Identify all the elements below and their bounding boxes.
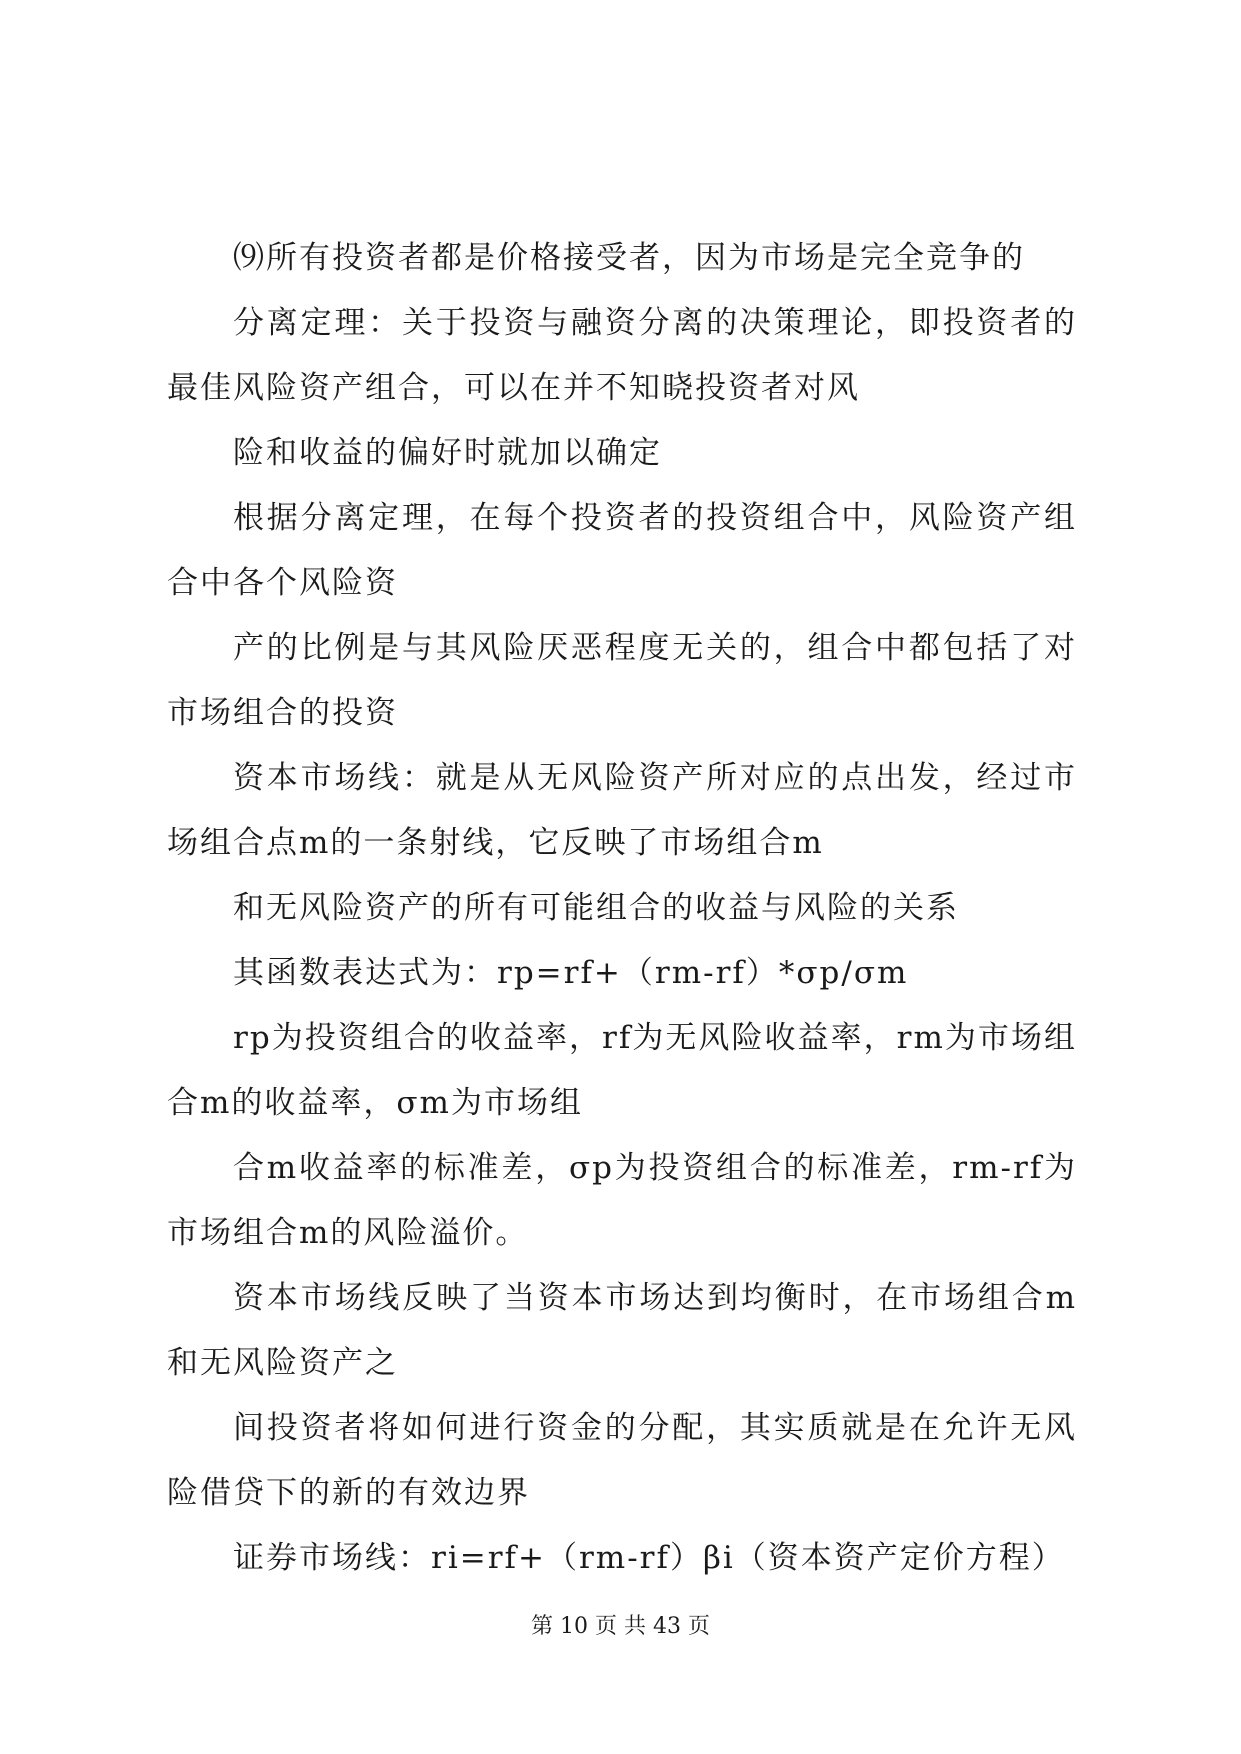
page-footer bbox=[0, 1612, 1241, 1642]
paragraph-12: 间投资者将如何进行资金的分配，其实质就是在允许无风险借贷下的新的有效边界 bbox=[167, 1410, 1077, 1511]
page-number-label: 第 10 页 共 43 页 bbox=[531, 1614, 710, 1639]
paragraph-6: 资本市场线：就是从无风险资产所对应的点出发，经过市场组合点m的一条射线，它反映了市场组合m bbox=[167, 760, 1077, 861]
paragraph-2: 分离定理：关于投资与融资分离的决策理论，即投资者的最佳风险资产组合，可以在并不知晓投资者对风 bbox=[167, 305, 1077, 406]
paragraph-7: 和无风险资产的所有可能组合的收益与风险的关系 bbox=[233, 890, 959, 926]
paragraph-8: 其函数表达式为：rp=rf+（rm-rf）*σp/σm bbox=[233, 955, 909, 991]
paragraph-9: rp为投资组合的收益率，rf为无风险收益率，rm为市场组合m的收益率，σm为市场组 bbox=[167, 1020, 1077, 1121]
paragraph-4: 根据分离定理，在每个投资者的投资组合中，风险资产组合中各个风险资 bbox=[167, 500, 1077, 601]
paragraph-3: 险和收益的偏好时就加以确定 bbox=[233, 435, 662, 471]
paragraph-1: ⑼所有投资者都是价格接受者，因为市场是完全竞争的 bbox=[233, 240, 1025, 276]
paragraph-5: 产的比例是与其风险厌恶程度无关的，组合中都包括了对市场组合的投资 bbox=[167, 630, 1077, 731]
paragraph-13: 证券市场线：ri=rf+（rm-rf）βi（资本资产定价方程） bbox=[233, 1540, 1065, 1576]
paragraph-10: 合m收益率的标准差，σp为投资组合的标准差，rm-rf为市场组合m的风险溢价。 bbox=[167, 1150, 1077, 1251]
document-body bbox=[167, 226, 1077, 1591]
paragraph-11: 资本市场线反映了当资本市场达到均衡时，在市场组合m和无风险资产之 bbox=[167, 1280, 1077, 1381]
